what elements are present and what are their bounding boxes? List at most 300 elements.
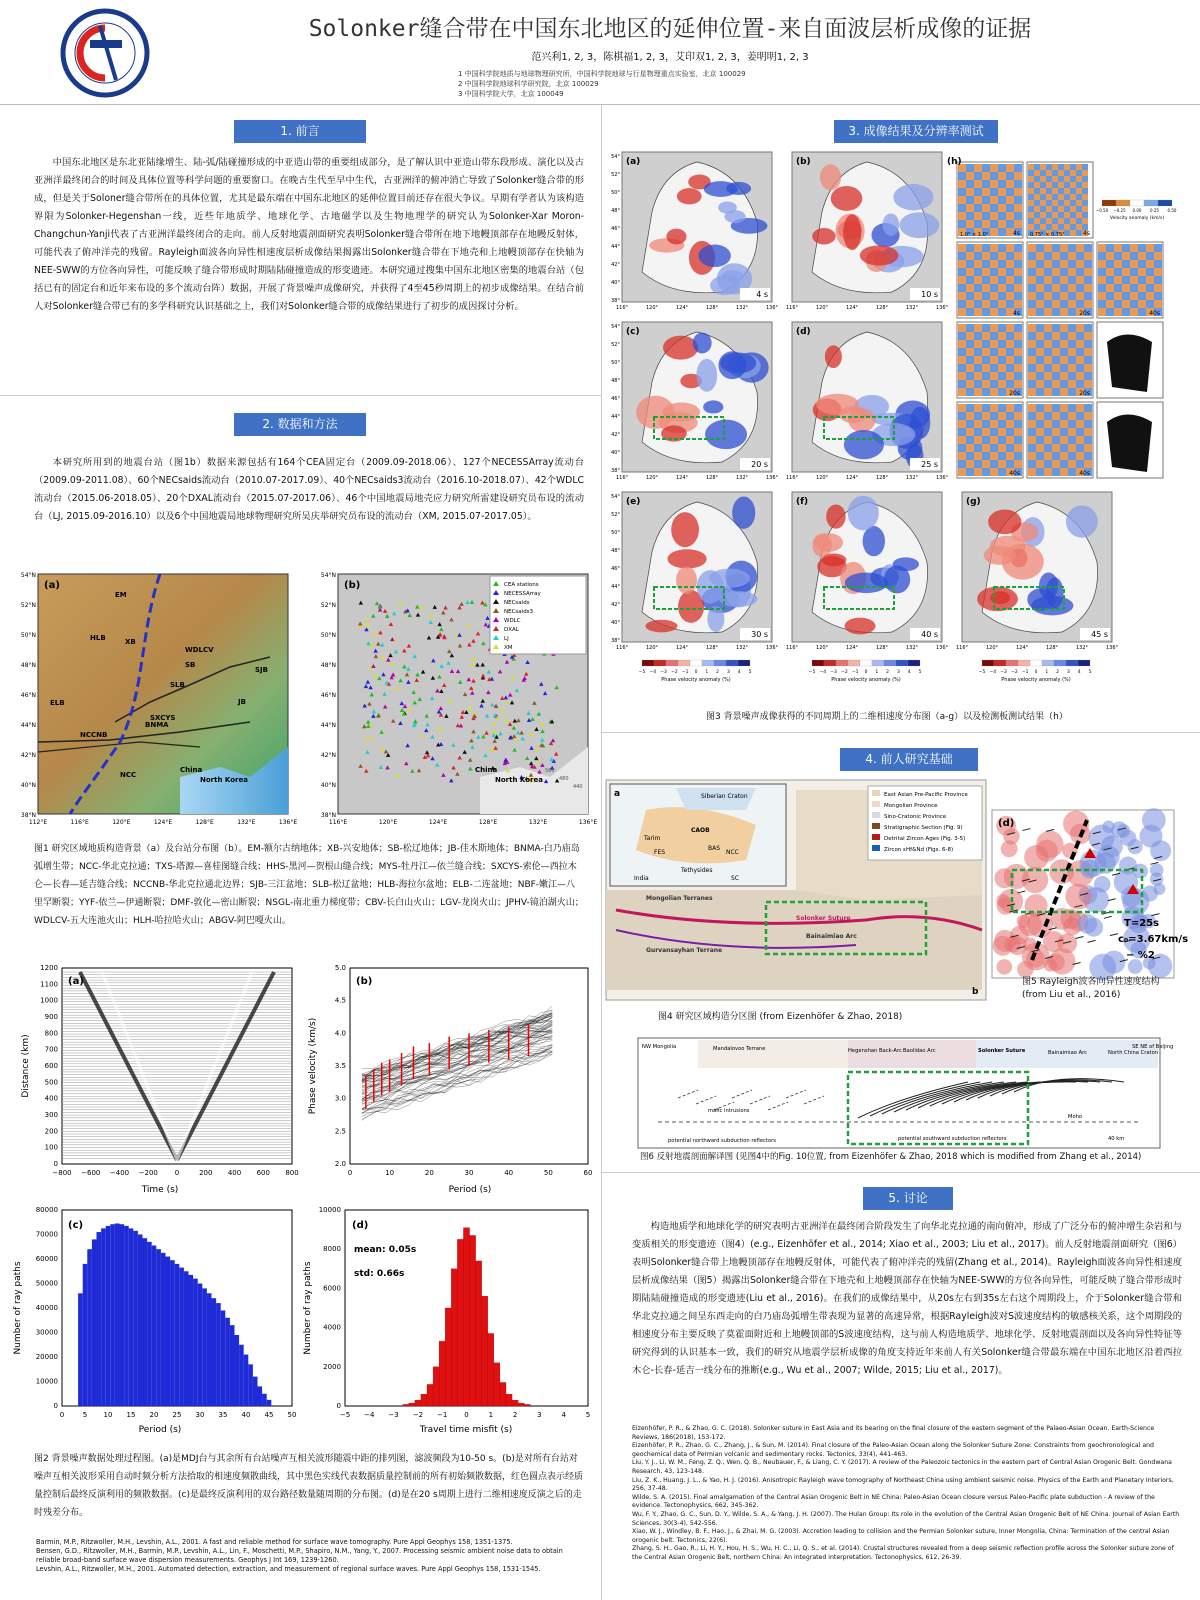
- histogram-bar: [403, 1404, 409, 1406]
- map-label: Gurvansayhan Terrane: [646, 947, 723, 954]
- checker-cell: [982, 324, 990, 332]
- checker-cell: [1084, 420, 1092, 428]
- lat-tick: 46°: [611, 226, 620, 232]
- checker-cell: [1014, 172, 1022, 180]
- checker-cell: [1046, 212, 1052, 218]
- checker-cell: [1014, 404, 1022, 412]
- checker-cell: [1046, 182, 1052, 188]
- checker-cell: [982, 260, 990, 268]
- colorbar-tick: 1: [705, 670, 709, 675]
- histogram-bar: [506, 1394, 512, 1406]
- checker-cell: [1076, 260, 1084, 268]
- histogram-bar: [138, 1235, 143, 1407]
- legend-label: Mongolian Province: [884, 803, 938, 809]
- fig1a-lon-ticks: [29, 819, 297, 826]
- checker-cell: [990, 212, 998, 220]
- checker-cell: [1006, 420, 1014, 428]
- checker-cell: [1060, 388, 1068, 396]
- checker-cell: [974, 212, 982, 220]
- checker-cell: [1028, 444, 1036, 452]
- checker-cell: [958, 260, 966, 268]
- checker-cell: [1146, 284, 1154, 292]
- checker-cell: [1006, 436, 1014, 444]
- legend-label: Stratigraphic Section (Fig. 9): [884, 825, 963, 831]
- checker-cell: [1036, 404, 1044, 412]
- axis-tick: 900: [44, 1013, 58, 1021]
- lon-tick: 124°: [845, 475, 859, 481]
- checker-cell: [1036, 388, 1044, 396]
- colorbar-tick: −4: [819, 670, 827, 675]
- checker-cell: [1084, 244, 1092, 252]
- checker-cell: [1052, 188, 1058, 194]
- lon-tick-label: 120°E: [378, 819, 398, 826]
- checker-cell: [1014, 252, 1022, 260]
- legend-label: WDLC: [504, 618, 521, 624]
- checker-cell: [1044, 252, 1052, 260]
- axis-tick: 600: [44, 1062, 58, 1070]
- checker-cell: [998, 220, 1006, 228]
- checker-cell: [1028, 404, 1036, 412]
- checker-cell: [1006, 460, 1014, 468]
- lon-tick-label: 112°E: [28, 819, 48, 826]
- lon-tick: 116°: [615, 645, 629, 651]
- checker-cell: [1036, 372, 1044, 380]
- panel-label: (c): [626, 327, 640, 337]
- region-label: EM: [115, 591, 127, 599]
- colorbar-cell: [1066, 660, 1078, 666]
- fig2b-label: (b): [356, 976, 373, 987]
- checker-cell: [998, 340, 1006, 348]
- histogram-bar: [115, 1223, 120, 1406]
- checker-cell: [1068, 332, 1076, 340]
- checker-cell: [1076, 182, 1082, 188]
- panel-label: (e): [626, 497, 641, 507]
- checker-cell: [1138, 276, 1146, 284]
- legend-label: Detrital Zircon Ages (Fig. 3-5): [884, 836, 966, 842]
- vel-colorbar-cell: [1116, 200, 1130, 206]
- checker-cell: [974, 188, 982, 196]
- checker-cell: [1060, 404, 1068, 412]
- checker-cell: [1122, 300, 1130, 308]
- histogram-bar: [175, 1264, 180, 1406]
- axis-tick: 6000: [323, 1284, 341, 1293]
- checker-cell: [1106, 244, 1114, 252]
- checker-cell: [1028, 268, 1036, 276]
- checker-cell: [1058, 176, 1064, 182]
- histogram-bar: [415, 1400, 421, 1406]
- period-label: 30 s: [751, 630, 768, 639]
- checker-cell: [1044, 308, 1052, 316]
- axis-tick: 300: [44, 1111, 58, 1119]
- checker-cell: [990, 276, 998, 284]
- fig4-label-b: b: [972, 987, 979, 997]
- histogram-bar: [152, 1246, 157, 1406]
- lon-tick-label: 128°E: [478, 819, 498, 826]
- histogram-bar: [500, 1382, 506, 1406]
- inset-label: NCC: [726, 849, 739, 856]
- checker-cell: [1028, 372, 1036, 380]
- checker-cell: [1076, 212, 1082, 218]
- affiliations: [458, 69, 746, 99]
- tectonic-label: Baolidao Arc: [903, 1048, 936, 1054]
- velocity-anomaly: [821, 553, 846, 566]
- checker-cell: [982, 468, 990, 476]
- panel-label: (f): [796, 497, 809, 507]
- lon-tick: 120°: [815, 645, 829, 651]
- checker-cell: [1052, 176, 1058, 182]
- checker-cell: [974, 268, 982, 276]
- checker-cell: [1006, 356, 1014, 364]
- histogram-bar: [193, 1279, 198, 1406]
- checker-cell: [1040, 194, 1046, 200]
- checker-cell: [1068, 372, 1076, 380]
- region-label: SB: [185, 661, 196, 669]
- checker-cell: [1084, 436, 1092, 444]
- checker-cell: [982, 340, 990, 348]
- checker-cell: [1068, 324, 1076, 332]
- checker-cell: [1044, 292, 1052, 300]
- checker-cell: [1146, 300, 1154, 308]
- fig1a-label: (a): [44, 580, 60, 591]
- checker-cell: [1076, 364, 1084, 372]
- axis-tick: 800: [285, 1169, 299, 1177]
- checker-period-label: 4s: [1013, 310, 1020, 317]
- tectonic-label: SE NE of Beijing: [1132, 1044, 1174, 1050]
- velocity-map-panel: [611, 152, 778, 311]
- checker-cell: [958, 220, 966, 228]
- colorbar-tick: 5: [1088, 670, 1092, 675]
- region-label: China: [475, 766, 498, 774]
- checker-cell: [1068, 420, 1076, 428]
- colorbar-tick: 4: [737, 670, 741, 675]
- checker-cell: [1028, 412, 1036, 420]
- colorbar-cell: [690, 660, 702, 666]
- inset-label: Tarim: [644, 835, 661, 842]
- checker-cell: [1044, 244, 1052, 252]
- axis-tick: −200: [138, 1169, 158, 1177]
- checker-cell: [1044, 452, 1052, 460]
- checker-cell: [1044, 364, 1052, 372]
- checker-cell: [1064, 200, 1070, 206]
- checker-cell: [966, 212, 974, 220]
- checker-cell: [958, 332, 966, 340]
- histogram-bar: [244, 1355, 249, 1406]
- period-label: 40 s: [921, 630, 938, 639]
- colorbar-cell: [666, 660, 678, 666]
- checker-cell: [1068, 460, 1076, 468]
- ray-coverage: [1107, 335, 1152, 393]
- checker-cell: [1060, 332, 1068, 340]
- checker-cell: [974, 324, 982, 332]
- region-label: JB: [238, 698, 246, 706]
- checker-cell: [1064, 194, 1070, 200]
- colorbar-tick: −2: [841, 670, 848, 675]
- annotation-label: 40 km: [1108, 1136, 1125, 1142]
- velocity-anomaly: [1094, 876, 1111, 893]
- histogram-bar: [78, 1293, 83, 1406]
- checker-cell: [1052, 356, 1060, 364]
- lon-tick: 128°: [875, 475, 889, 481]
- checker-cell: [1106, 252, 1114, 260]
- checker-cell: [966, 364, 974, 372]
- colorbar-tick: −4: [989, 670, 997, 675]
- checker-cell: [1028, 468, 1036, 476]
- checker-cell: [1076, 218, 1082, 224]
- colorbar-cell: [994, 660, 1006, 666]
- axis-tick: 400: [227, 1169, 242, 1177]
- checker-cell: [1052, 182, 1058, 188]
- checker-cell: [966, 300, 974, 308]
- histogram-bar: [421, 1394, 427, 1406]
- checker-cell: [1044, 428, 1052, 436]
- colorbar-cell: [1054, 660, 1066, 666]
- checker-cell: [974, 164, 982, 172]
- affiliation-2: 2 中国科学院地球科学研究院，北京 100029: [458, 80, 599, 88]
- checker-cell: [1014, 420, 1022, 428]
- checker-cell: [1068, 356, 1076, 364]
- region-label: SXCYS: [150, 714, 176, 722]
- fig2b-xlabel: Period (s): [448, 1185, 492, 1195]
- checker-cell: [958, 468, 966, 476]
- checker-cell: [1046, 224, 1052, 230]
- checker-cell: [1014, 364, 1022, 372]
- checker-cell: [966, 348, 974, 356]
- checker-cell: [1130, 252, 1138, 260]
- axis-tick: −5: [339, 1411, 351, 1419]
- checker-cell: [998, 364, 1006, 372]
- region-label: SLB: [170, 681, 185, 689]
- fig4-label-a: a: [614, 789, 621, 799]
- checker-cell: [1014, 268, 1022, 276]
- checker-cell: [998, 356, 1006, 364]
- checker-cell: [1064, 218, 1070, 224]
- checker-cell: [1052, 194, 1058, 200]
- checker-cell: [982, 332, 990, 340]
- checker-cell: [1006, 260, 1014, 268]
- colorbar-cell: [812, 660, 824, 666]
- checker-cell: [1036, 252, 1044, 260]
- colorbar-cell: [1006, 660, 1018, 666]
- legend-label: NECESSArray: [504, 591, 541, 597]
- histogram-bar: [207, 1293, 212, 1406]
- velocity-anomaly: [1036, 840, 1058, 862]
- checker-cell: [1052, 436, 1060, 444]
- vel-colorbar-tick: 0.00: [1132, 208, 1142, 213]
- axis-tick: 5.0: [334, 964, 346, 972]
- checker-cell: [1052, 200, 1058, 206]
- fig2d-xlabel: Travel time misfit (s): [419, 1425, 513, 1435]
- checker-cell: [958, 412, 966, 420]
- checker-cell: [974, 452, 982, 460]
- lat-tick: 46°: [611, 396, 620, 402]
- velocity-anomaly: [677, 188, 702, 204]
- histogram-bar: [87, 1249, 92, 1406]
- checker-cell: [1076, 348, 1084, 356]
- checker-cell: [1068, 436, 1076, 444]
- checker-cell: [1070, 164, 1076, 170]
- colorbar-tick: −5: [978, 670, 986, 675]
- checker-cell: [1046, 170, 1052, 176]
- checker-cell: [1076, 194, 1082, 200]
- histogram-bar: [488, 1333, 494, 1406]
- velocity-anomaly: [645, 620, 677, 633]
- lon-tick: 116°: [785, 475, 799, 481]
- checker-period-label: 4s: [1083, 230, 1090, 237]
- lon-tick: 128°: [875, 305, 889, 311]
- checker-cell: [1138, 284, 1146, 292]
- checker-cell: [1044, 444, 1052, 452]
- checker-cell: [998, 212, 1006, 220]
- checker-cell: [1034, 200, 1040, 206]
- checker-cell: [1006, 172, 1014, 180]
- checker-cell: [1084, 292, 1092, 300]
- velocity-anomaly: [718, 202, 737, 214]
- checker-cell: [1028, 218, 1034, 224]
- colorbar-label: Phase velocity anomaly (%): [1001, 677, 1071, 683]
- period-label: 20 s: [751, 460, 768, 469]
- axis-tick: 15: [126, 1411, 136, 1419]
- axis-tick: 0: [336, 1402, 341, 1410]
- checker-cell: [958, 340, 966, 348]
- fig2c-ylabel: Number of ray paths: [13, 1261, 23, 1355]
- checker-cell: [1130, 292, 1138, 300]
- checker-cell: [1036, 428, 1044, 436]
- lat-tick-label: 54°N: [20, 572, 36, 579]
- checker-cell: [1058, 212, 1064, 218]
- checker-cell: [1070, 206, 1076, 212]
- checker-cell: [1014, 276, 1022, 284]
- lon-tick: 136°: [1105, 645, 1119, 651]
- checker-cell: [998, 276, 1006, 284]
- colorbar-tick: −2: [1011, 670, 1018, 675]
- velocity-anomaly: [814, 533, 843, 552]
- checker-cell: [1060, 284, 1068, 292]
- checker-cell: [1052, 452, 1060, 460]
- checker-cell: [1114, 300, 1122, 308]
- checker-cell: [1006, 380, 1014, 388]
- checker-cell: [1014, 284, 1022, 292]
- checkerboard-panel: [1027, 402, 1093, 478]
- checker-cell: [1036, 292, 1044, 300]
- checker-cell: [1122, 276, 1130, 284]
- checker-cell: [1122, 292, 1130, 300]
- reference-item: Eizenhöfer, P. R., Zhao, G. C., Zhang, J., & Sun, M. (2014). Final closure of the Paleo-Asian Ocean along the Solonker Suture Zone: Constraints from geochronological and geochemical data of Permian volcanic and sedimentary rocks. Tectonics, 33(4), 441-463.: [632, 1442, 1154, 1458]
- lat-tick: 40°: [611, 450, 620, 456]
- tectonic-label: Bainaimiao Arc: [1048, 1050, 1088, 1056]
- checker-cell: [1084, 300, 1092, 308]
- checker-cell: [1052, 260, 1060, 268]
- checker-cell: [1122, 308, 1130, 316]
- inset-label: Siberian Craton: [701, 793, 748, 800]
- colorbar-cell: [824, 660, 836, 666]
- histogram-bar: [156, 1249, 161, 1406]
- checker-cell: [1076, 460, 1084, 468]
- checker-cell: [998, 244, 1006, 252]
- checker-cell: [958, 300, 966, 308]
- checker-cell: [1006, 452, 1014, 460]
- reference-item: Liu, Y. J., Li, W. M., Feng, Z. Q., Wen, Q. B., Neubauer, F., & Liang, C. Y. (2017). A review of the Paleozoic tectonics in the eastern part of Central Asian Orogenic Belt. Gondwana Research, 43, 123-148.: [632, 1459, 1172, 1475]
- checker-cell: [1046, 194, 1052, 200]
- checker-cell: [1084, 452, 1092, 460]
- checker-cell: [974, 412, 982, 420]
- histogram-bar: [253, 1377, 258, 1406]
- checker-cell: [1028, 388, 1036, 396]
- velocity-anomaly: [843, 214, 861, 250]
- checkerboard-panel: [957, 162, 1023, 238]
- lon-tick: 124°: [675, 305, 689, 311]
- lat-tick: 40°: [611, 280, 620, 286]
- checker-cell: [998, 252, 1006, 260]
- axis-tick: 40000: [35, 1304, 58, 1312]
- checker-period-label: 40s: [1079, 470, 1090, 477]
- checker-cell: [958, 404, 966, 412]
- checker-cell: [1076, 284, 1084, 292]
- checker-cell: [990, 204, 998, 212]
- checker-cell: [1044, 404, 1052, 412]
- checker-cell: [1082, 188, 1088, 194]
- checker-cell: [1070, 182, 1076, 188]
- checker-cell: [998, 428, 1006, 436]
- checker-cell: [1076, 324, 1084, 332]
- checker-cell: [966, 180, 974, 188]
- checker-cell: [1028, 332, 1036, 340]
- checker-cell: [1146, 260, 1154, 268]
- checker-cell: [1076, 224, 1082, 230]
- legend-label: XM: [504, 645, 513, 651]
- checker-cell: [1014, 164, 1022, 172]
- checker-cell: [998, 388, 1006, 396]
- fig5-caption: [1022, 976, 1192, 1002]
- checker-cell: [1114, 292, 1122, 300]
- colorbar-cell: [836, 660, 848, 666]
- checker-cell: [1060, 308, 1068, 316]
- colorbar-cell: [642, 660, 654, 666]
- checker-cell: [1130, 276, 1138, 284]
- checker-cell: [998, 420, 1006, 428]
- checker-cell: [1052, 348, 1060, 356]
- checker-cell: [1028, 200, 1034, 206]
- checker-cell: [1040, 224, 1046, 230]
- fig2d-ylabel: Number of ray paths: [303, 1261, 313, 1355]
- velocity-anomaly: [893, 557, 919, 571]
- velocity-anomaly: [671, 512, 699, 547]
- lat-tick-label: 52°N: [20, 602, 36, 609]
- axis-tick: 1100: [40, 980, 58, 989]
- checker-cell: [966, 292, 974, 300]
- axis-tick: −3: [388, 1411, 399, 1419]
- checker-cell: [1052, 444, 1060, 452]
- velocity-anomaly: [1150, 840, 1171, 861]
- velocity-anomaly: [988, 509, 1021, 534]
- checker-cell: [1014, 212, 1022, 220]
- annotation-label: potential southward subduction reflectors: [898, 1136, 1007, 1142]
- lon-tick: 132°: [735, 475, 749, 481]
- figure-5: [992, 810, 1189, 978]
- checker-cell: [990, 172, 998, 180]
- histogram-bar: [97, 1232, 102, 1406]
- checker-cell: [1098, 276, 1106, 284]
- checker-cell: [982, 380, 990, 388]
- velocity-anomaly: [1128, 959, 1143, 974]
- institute-logo: [60, 8, 150, 98]
- colorbar-tick: −3: [660, 670, 667, 675]
- slab-depth-label: 480: [559, 776, 569, 782]
- vel-colorbar-cell: [1158, 200, 1172, 206]
- checker-cell: [990, 252, 998, 260]
- velocity-anomaly: [1150, 872, 1163, 885]
- checker-cell: [982, 252, 990, 260]
- checker-cell: [990, 220, 998, 228]
